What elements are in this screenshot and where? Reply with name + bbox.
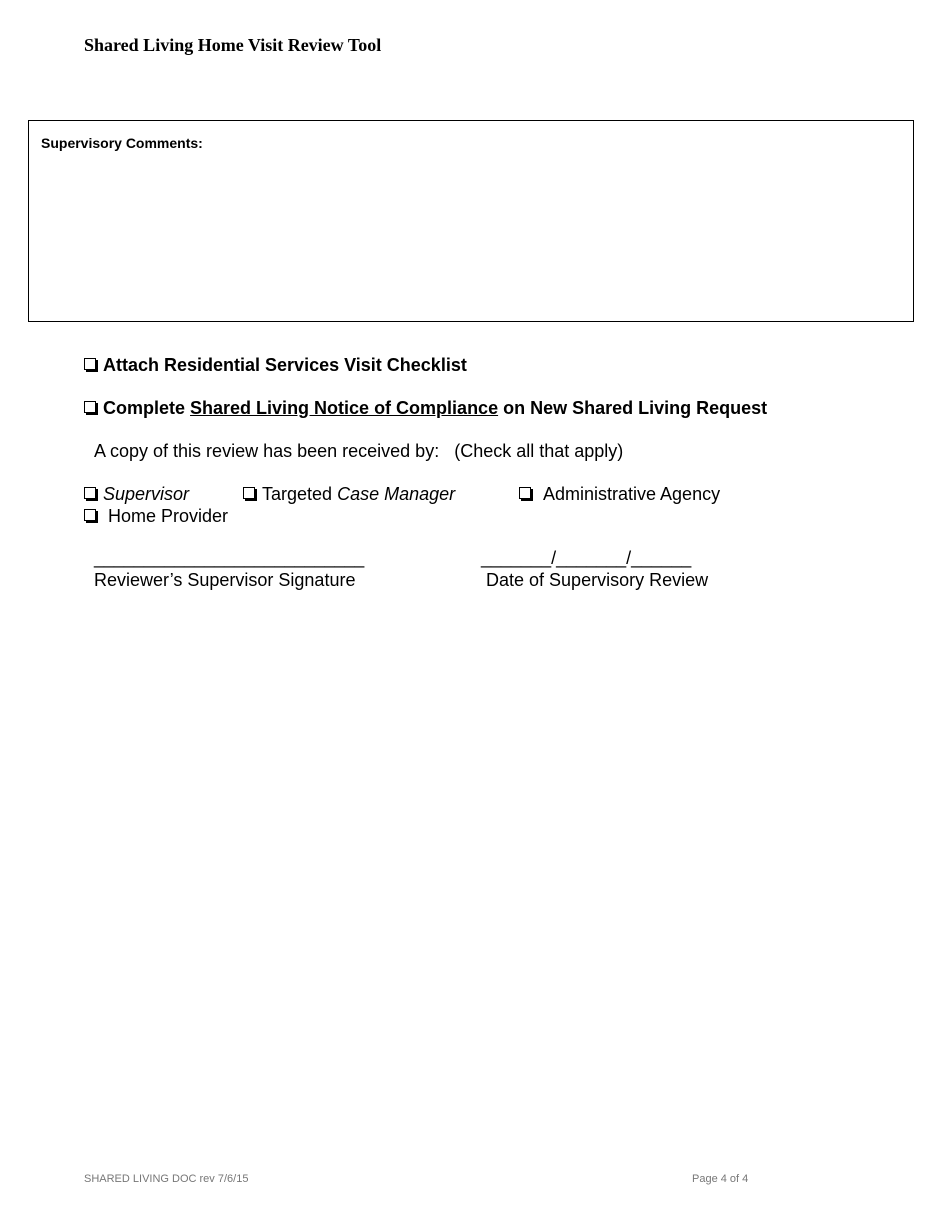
received-prompt: A copy of this review has been received by: (94, 441, 440, 461)
complete-notice-prefix: Complete (103, 398, 186, 418)
date-line[interactable]: _______/_______/______ (481, 548, 692, 568)
targeted-label: Targeted (262, 484, 333, 504)
case-manager-label: Case Manager (337, 484, 456, 504)
complete-notice-checkbox[interactable] (84, 401, 96, 413)
date-label: Date of Supervisory Review (486, 570, 709, 590)
signature-line[interactable]: ___________________________ (94, 548, 365, 568)
home-provider-label: Home Provider (108, 506, 229, 526)
attach-checklist-item (84, 355, 467, 376)
option-administrative-agency (519, 484, 720, 505)
option-supervisor (84, 484, 189, 505)
received-hint: (Check all that apply) (454, 441, 624, 461)
complete-notice-item (84, 398, 767, 419)
option-targeted-case-manager (243, 484, 455, 505)
signature-label: Reviewer’s Supervisor Signature (94, 570, 356, 590)
attach-checklist-label: Attach Residential Services Visit Checklist (103, 355, 467, 375)
received-prompt-line (94, 441, 623, 462)
footer-doc-revision: SHARED LIVING DOC rev 7/6/15 (84, 1173, 249, 1185)
targeted-case-manager-checkbox[interactable] (243, 487, 255, 499)
attach-checklist-checkbox[interactable] (84, 358, 96, 370)
document-title: Shared Living Home Visit Review Tool (84, 35, 382, 55)
home-provider-checkbox[interactable] (84, 509, 96, 521)
administrative-agency-checkbox[interactable] (519, 487, 531, 499)
complete-notice-suffix: on New Shared Living Request (503, 398, 768, 418)
notice-of-compliance-link: Shared Living Notice of Compliance (190, 398, 499, 418)
option-home-provider (84, 506, 228, 527)
footer-page-number: Page 4 of 4 (692, 1173, 749, 1185)
administrative-agency-label: Administrative Agency (543, 484, 721, 504)
supervisor-label: Supervisor (103, 484, 190, 504)
supervisory-comments-box[interactable] (28, 120, 914, 322)
supervisor-checkbox[interactable] (84, 487, 96, 499)
supervisory-comments-label: Supervisory Comments: (41, 135, 203, 151)
